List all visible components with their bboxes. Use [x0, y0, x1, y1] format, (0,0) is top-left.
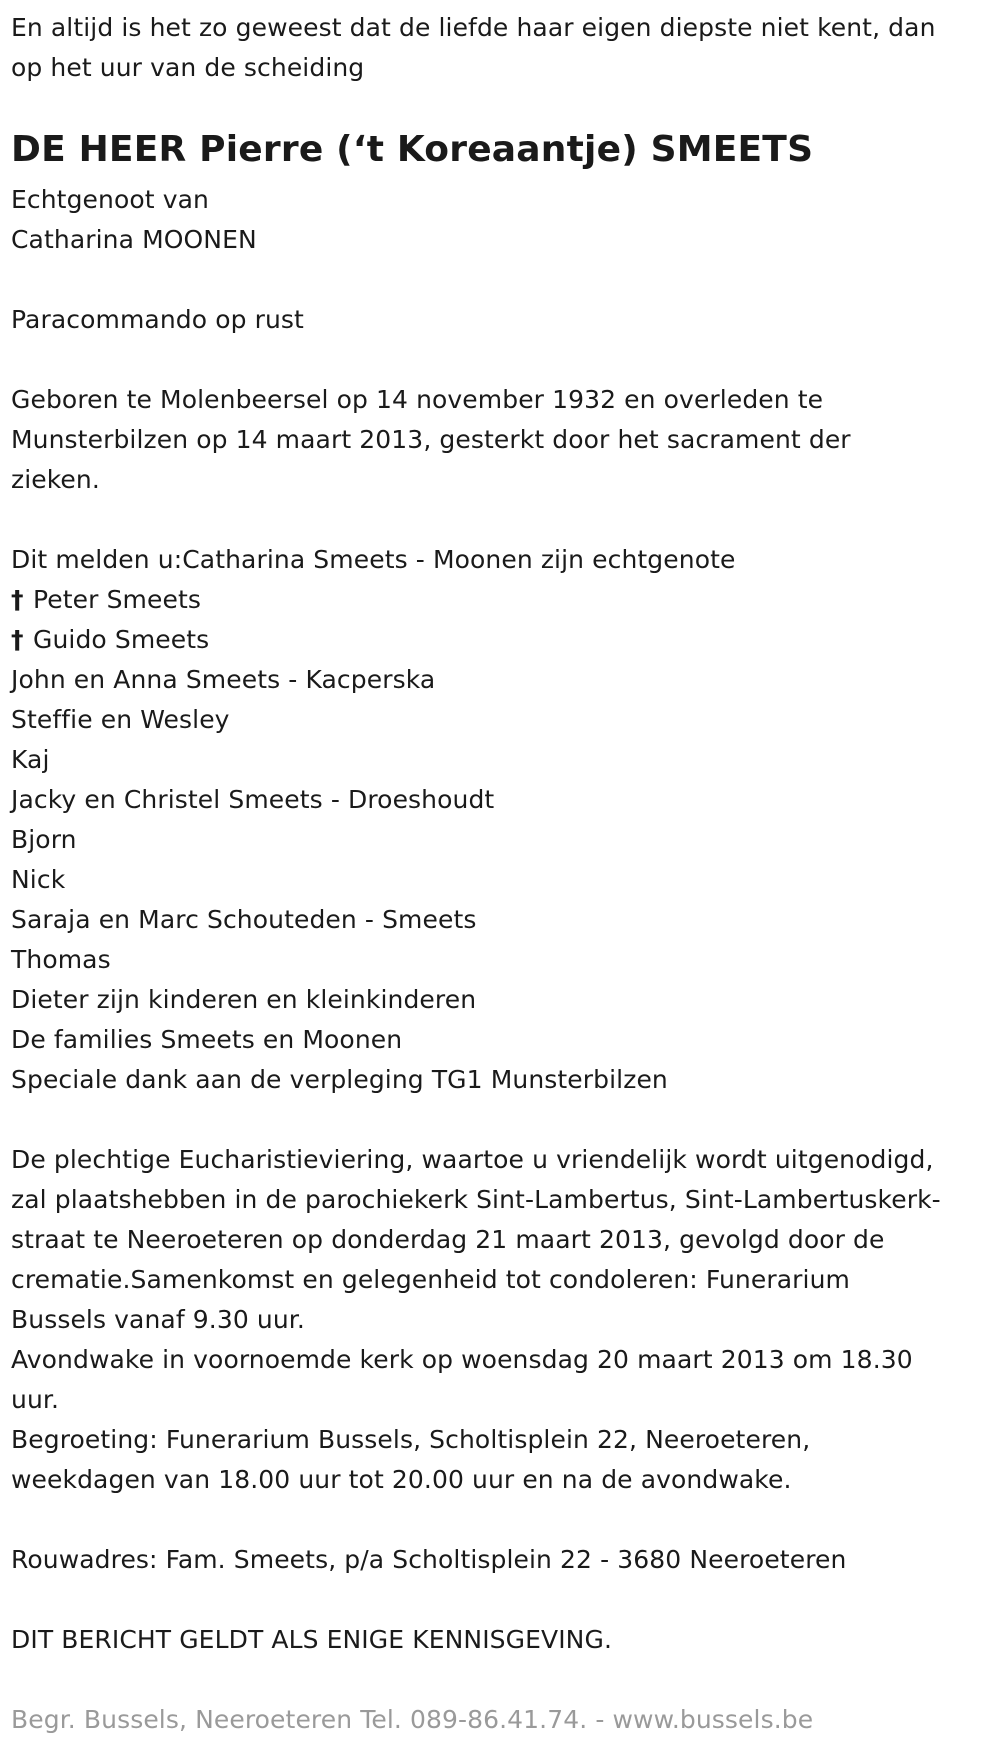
list-item: De families Smeets en Moonen [11, 1025, 403, 1054]
spacer [11, 1100, 996, 1140]
ceremony-line: weekdagen van 18.00 uur tot 20.00 uur en na de avondwake. [11, 1465, 792, 1494]
deceased-relative-name: Guido Smeets [33, 625, 210, 654]
spacer [11, 1500, 996, 1540]
list-item: Steffie en Wesley [11, 705, 230, 734]
mourners-list [11, 540, 996, 1100]
spacer [11, 500, 996, 540]
ceremony-line: zal plaatshebben in de parochiekerk Sint-Lambertus, Sint-Lambertuskerk- [11, 1185, 941, 1214]
spacer [11, 260, 996, 300]
spouse-label: Echtgenoot van [11, 185, 209, 214]
ceremony-line: Avondwake in voornoemde kerk op woensdag 20 maart 2013 om 18.30 [11, 1345, 913, 1374]
cross-icon: † [11, 585, 24, 614]
birth-death-line-1: Geboren te Molenbeersel op 14 november 1932 en overleden te [11, 385, 824, 414]
ceremony-line: straat te Neeroeteren op donderdag 21 maart 2013, gevolgd door de [11, 1225, 885, 1254]
ceremony-paragraph [11, 1140, 996, 1500]
birth-death-line-2: Munsterbilzen op 14 maart 2013, gesterkt door het sacrament der [11, 425, 851, 454]
spacer [11, 1660, 996, 1700]
list-item: Kaj [11, 745, 50, 774]
ceremony-line: uur. [11, 1385, 60, 1414]
mourners-intro: Dit melden u:Catharina Smeets - Moonen zijn echtgenote [11, 545, 736, 574]
occupation-line: Paracommando op rust [11, 305, 304, 334]
notice-line: DIT BERICHT GELDT ALS ENIGE KENNISGEVING. [11, 1625, 612, 1654]
ceremony-line: Bussels vanaf 9.30 uur. [11, 1305, 305, 1334]
birth-death-paragraph [11, 380, 996, 500]
list-item-deceased [11, 580, 996, 620]
list-item: Thomas [11, 945, 111, 974]
list-item: John en Anna Smeets - Kacperska [11, 665, 436, 694]
list-item: Jacky en Christel Smeets - Droeshoudt [11, 785, 495, 814]
cross-icon: † [11, 625, 24, 654]
deceased-name: DE HEER Pierre (‘t Koreaantje) SMEETS [11, 129, 814, 170]
list-item: Saraja en Marc Schouteden - Smeets [11, 905, 477, 934]
opening-quote [11, 8, 996, 88]
spouse-name: Catharina MOONEN [11, 225, 257, 254]
list-item: Bjorn [11, 825, 77, 854]
list-item: Nick [11, 865, 66, 894]
quote-line-1: En altijd is het zo geweest dat de liefde haar eigen diepste niet kent, dan [11, 13, 936, 42]
ceremony-line: crematie.Samenkomst en gelegenheid tot condoleren: Funerarium [11, 1265, 850, 1294]
obituary-document [11, 8, 996, 1740]
ceremony-line: De plechtige Eucharistieviering, waartoe u vriendelijk wordt uitgenodigd, [11, 1145, 934, 1174]
deceased-relative-name: Peter Smeets [33, 585, 201, 614]
list-item: Dieter zijn kinderen en kleinkinderen [11, 985, 477, 1014]
spacer [11, 340, 996, 380]
mourning-address: Rouwadres: Fam. Smeets, p/a Scholtisplein 22 - 3680 Neeroeteren [11, 1545, 847, 1574]
birth-death-line-3: zieken. [11, 465, 100, 494]
funeral-home-footer: Begr. Bussels, Neeroeteren Tel. 089-86.41.74. - www.bussels.be [11, 1705, 814, 1734]
list-item: Speciale dank aan de verpleging TG1 Munsterbilzen [11, 1065, 668, 1094]
quote-line-2: op het uur van de scheiding [11, 53, 365, 82]
list-item-deceased [11, 620, 996, 660]
ceremony-line: Begroeting: Funerarium Bussels, Scholtisplein 22, Neeroeteren, [11, 1425, 811, 1454]
spacer [11, 1580, 996, 1620]
